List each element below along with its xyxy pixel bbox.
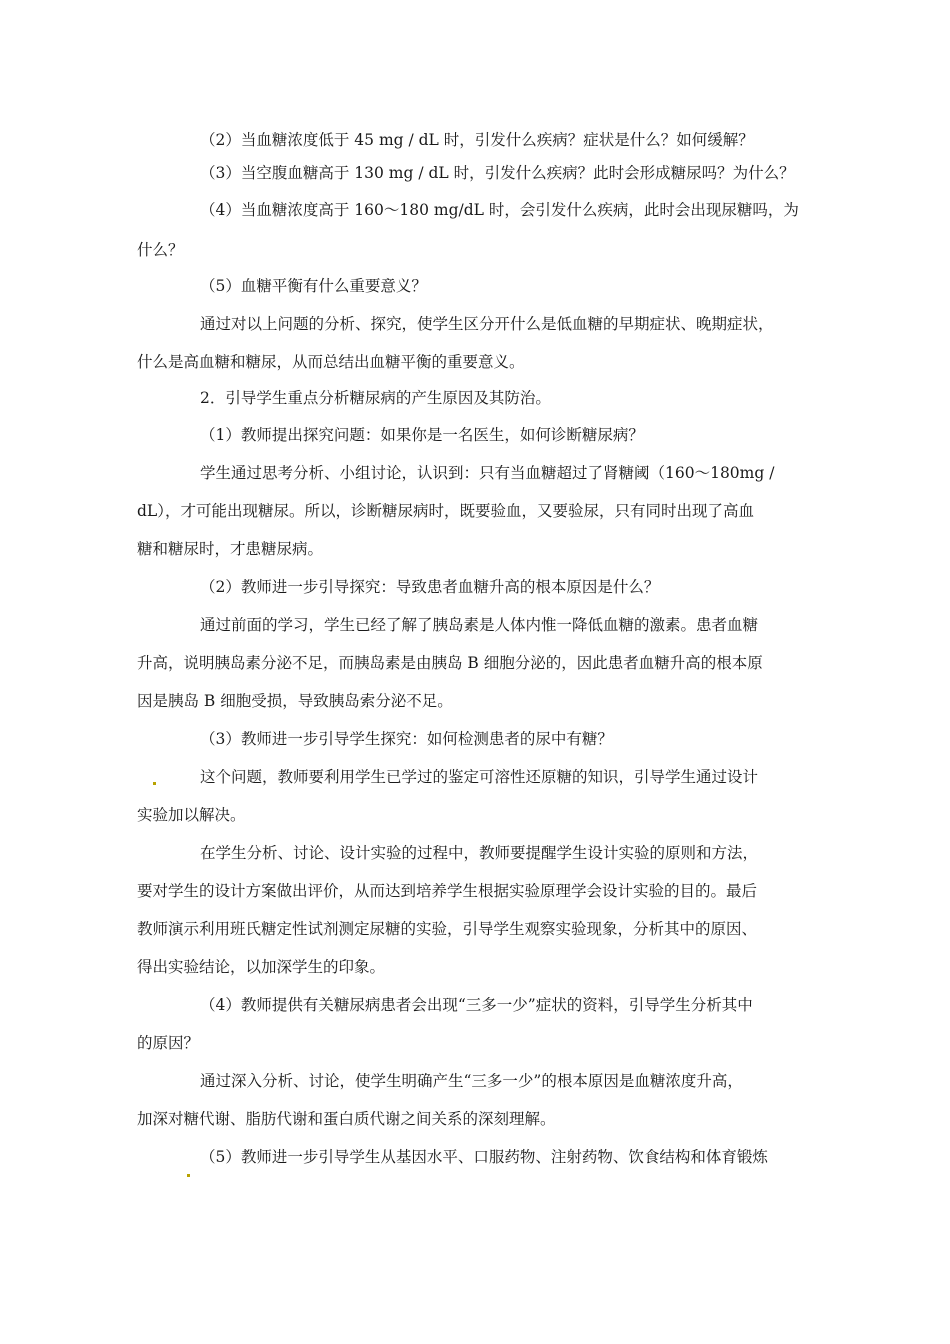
text-line: 学生通过思考分析、小组讨论，认识到：只有当血糖超过了肾糖阈（160～180mg / bbox=[200, 464, 775, 482]
text-line: 实验加以解决。 bbox=[137, 806, 246, 824]
text-line: 要对学生的设计方案做出评价，从而达到培养学生根据实验原理学会设计实验的目的。最后 bbox=[137, 882, 758, 900]
text-line: （2）当血糖浓度低于 45 mg / dL 时，引发什么疾病？症状是什么？如何缓解？ bbox=[200, 131, 754, 149]
text-line: 升高，说明胰岛素分泌不足，而胰岛素是由胰岛 B 细胞分泌的，因此患者血糖升高的根本原 bbox=[137, 654, 763, 672]
text-line: 通过前面的学习，学生已经了解了胰岛素是人体内惟一降低血糖的激素。患者血糖 bbox=[200, 616, 759, 634]
text-line: 的原因？ bbox=[137, 1034, 200, 1052]
text-line: （4）当血糖浓度高于 160～180 mg/dL 时，会引发什么疾病，此时会出现尿糖吗，为 bbox=[200, 201, 799, 219]
text-line: 通过深入分析、讨论，使学生明确产生“三多一少”的根本原因是血糖浓度升高， bbox=[200, 1072, 743, 1090]
stray-mark bbox=[187, 1174, 190, 1177]
text-line: （1）教师提出探究问题：如果你是一名医生，如何诊断糖尿病？ bbox=[200, 426, 644, 444]
text-line: dL），才可能出现糖尿。所以，诊断糖尿病时，既要验血，又要验尿，只有同时出现了高血 bbox=[137, 502, 754, 520]
text-line: 通过对以上问题的分析、探究，使学生区分开什么是低血糖的早期症状、晚期症状， bbox=[200, 315, 774, 333]
text-line: （4）教师提供有关糖尿病患者会出现“三多一少”症状的资料，引导学生分析其中 bbox=[200, 996, 753, 1014]
text-line: 糖和糖尿时，才患糖尿病。 bbox=[137, 540, 324, 558]
section-heading: 2．引导学生重点分析糖尿病的产生原因及其防治。 bbox=[200, 389, 551, 407]
text-line: 什么？ bbox=[137, 241, 184, 259]
text-line: 教师演示利用班氏糖定性试剂测定尿糖的实验，引导学生观察实验现象，分析其中的原因、 bbox=[137, 920, 758, 938]
text-line: （3）教师进一步引导学生探究：如何检测患者的尿中有糖？ bbox=[200, 730, 613, 748]
text-line: 这个问题，教师要利用学生已学过的鉴定可溶性还原糖的知识，引导学生通过设计 bbox=[200, 768, 759, 786]
text-line: （5）教师进一步引导学生从基因水平、口服药物、注射药物、饮食结构和体育锻炼 bbox=[200, 1148, 768, 1166]
text-line: 什么是高血糖和糖尿，从而总结出血糖平衡的重要意义。 bbox=[137, 353, 525, 371]
text-line: 得出实验结论，以加深学生的印象。 bbox=[137, 958, 386, 976]
text-line: 在学生分析、讨论、设计实验的过程中，教师要提醒学生设计实验的原则和方法， bbox=[200, 844, 759, 862]
text-line: （3）当空腹血糖高于 130 mg / dL 时，引发什么疾病？此时会形成糖尿吗？为什么？ bbox=[200, 164, 795, 182]
stray-mark bbox=[153, 782, 156, 785]
text-line: 加深对糖代谢、脂肪代谢和蛋白质代谢之间关系的深刻理解。 bbox=[137, 1110, 556, 1128]
text-line: （5）血糖平衡有什么重要意义？ bbox=[200, 277, 427, 295]
text-line: 因是胰岛 B 细胞受损，导致胰岛索分泌不足。 bbox=[137, 692, 453, 710]
text-line: （2）教师进一步引导探究：导致患者血糖升高的根本原因是什么？ bbox=[200, 578, 660, 596]
